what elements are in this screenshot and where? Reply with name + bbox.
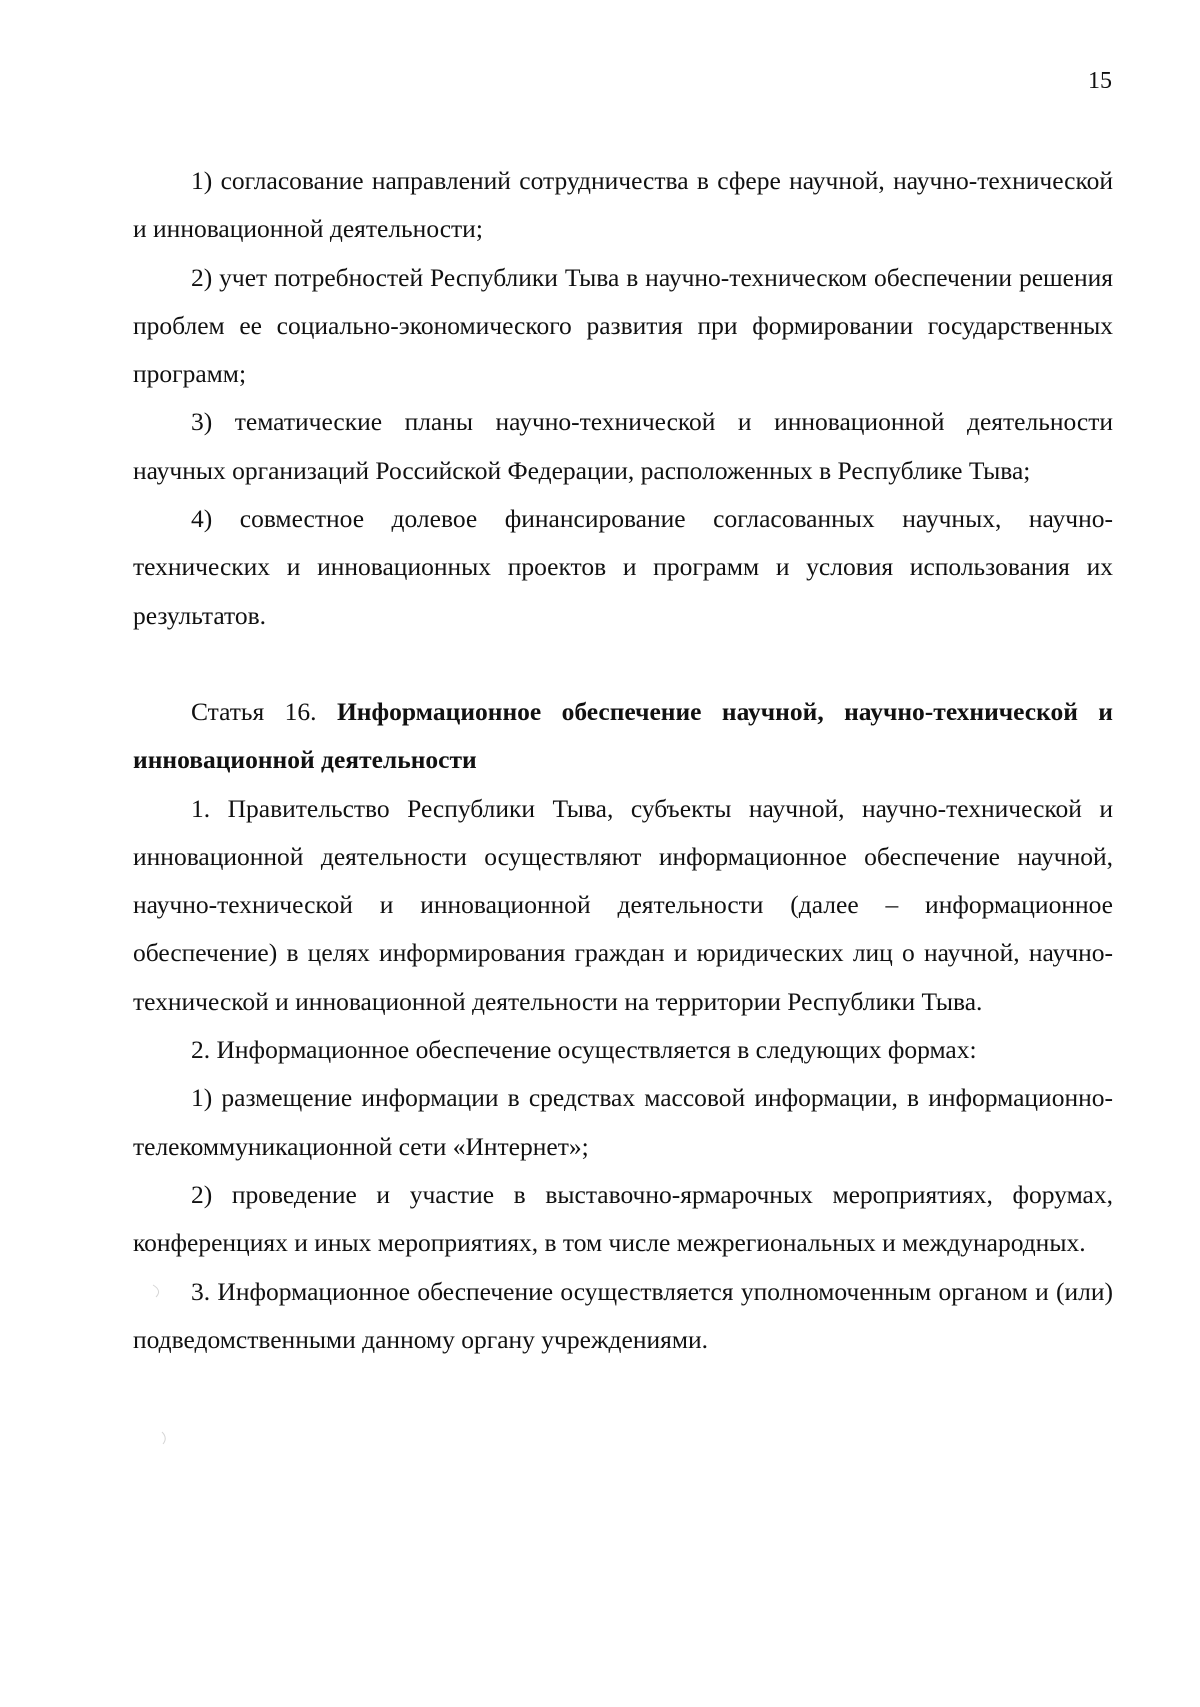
article-heading bbox=[133, 688, 1113, 785]
list-item-before-1: 1) согласование направлений сотрудничества в сфере научной, научно-технической и инновационной деятельности; bbox=[133, 166, 1113, 244]
page-number: 15 bbox=[1088, 68, 1112, 94]
scan-speck bbox=[150, 1283, 164, 1299]
paragraph-2: 2. Информационное обеспечение осуществляется в следующих формах: bbox=[191, 1035, 977, 1065]
section-spacer bbox=[133, 640, 1113, 688]
article-prefix: Статья 16. bbox=[191, 696, 337, 726]
paragraph-2-item-1: 1) размещение информации в средствах массовой информации, в информационно-телекоммуникационной сети «Интернет»; bbox=[133, 1083, 1113, 1161]
document-body bbox=[133, 157, 1113, 1364]
list-item-before-2: 2) учет потребностей Республики Тыва в научно-техническом обеспечении решения проблем ее социально-экономического развития при формировании государственных программ; bbox=[133, 262, 1113, 389]
paragraph-2-item-2: 2) проведение и участие в выставочно-ярмарочных мероприятиях, форумах, конференциях и иных мероприятиях, в том числе межрегиональных и международных. bbox=[133, 1179, 1113, 1258]
list-item-before-3: 3) тематические планы научно-технической и инновационной деятельности научных организаций Российской Федерации, расположенных в Республике Тыва; bbox=[133, 407, 1113, 485]
paragraph-3: 3. Информационное обеспечение осуществляется уполномоченным органом и (или) подведомственными данному органу учреждениями. bbox=[133, 1276, 1113, 1354]
paragraph-1: 1. Правительство Республики Тыва, субъекты научной, научно-технической и инновационной деятельности осуществляют информационное обеспечение научной, научно-технической и инновационной деятельности (далее – информационное обеспечение) в целях информирования граждан и юридических лиц о научной, научно-технической и инновационной деятельности на территории Республики Тыва. bbox=[133, 793, 1113, 1016]
list-item-before-4: 4) совместное долевое финансирование согласованных научных, научно-технических и инновационных проектов и программ и условия использования их результатов. bbox=[133, 504, 1113, 630]
article-title: Информационное обеспечение научной, научно-технической и инновационной деятельности bbox=[133, 696, 1113, 775]
scan-speck bbox=[160, 1431, 170, 1445]
